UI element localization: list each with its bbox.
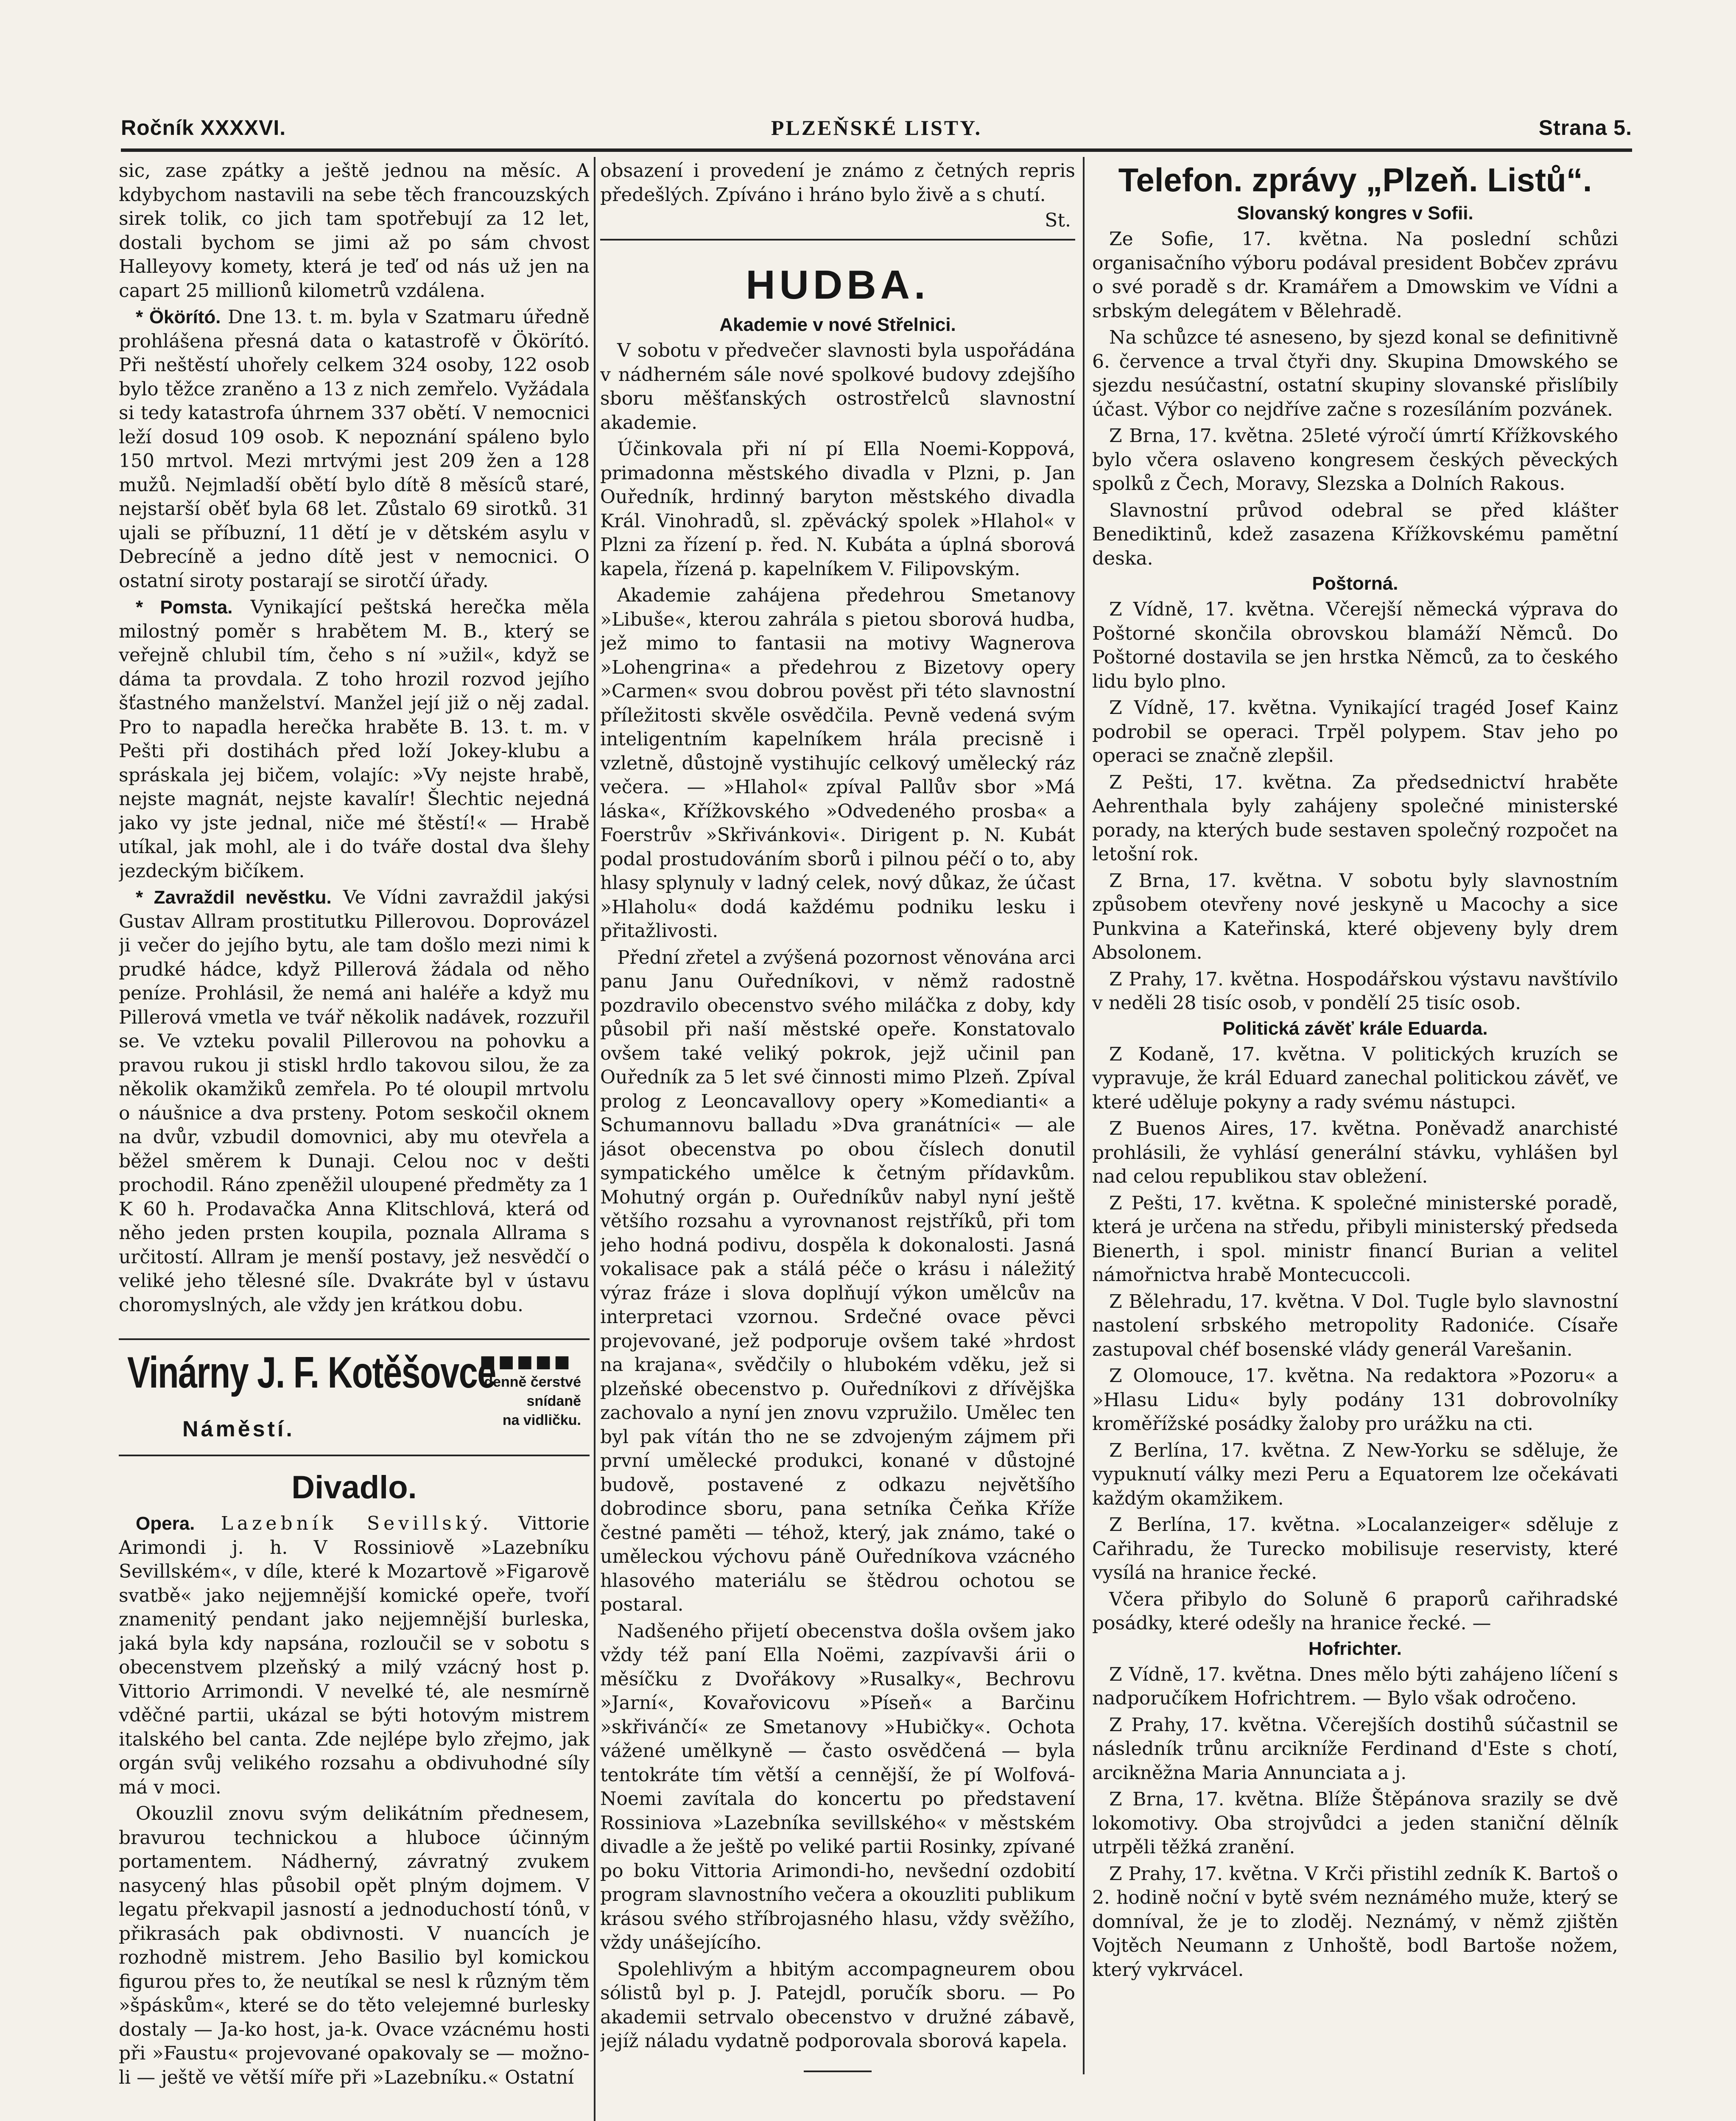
ad-decoration: ■■■■■ xyxy=(480,1352,573,1371)
telegram-item: Z Prahy, 17. května. V Krči přistihl zedník K. Bartoš o 2. hodině noční v bytě svém neznámého muže, který se domníval, že je to zloděj. Neznámý, v němž zjištěn Vojtěch Neumann z Unhoště, bodl Bartoše nožem, který vykrvácel. xyxy=(1092,1863,1618,1981)
telegram-item: Z Pešti, 17. května. K společné ministerské poradě, která je určena na středu, přibyli ministerský předseda Bienerth, i spol. ministr financí Burian a velitel námořnictva hrabě Montecuccoli. xyxy=(1092,1192,1618,1286)
ad-line: snídaně xyxy=(526,1393,581,1409)
telegram-item: Ze Sofie, 17. května. Na poslední schůzi organisačního výboru podával president Bobčev zprávu o své poradě s dr. Kramářem a Dmowskim ve Vídni a srbským delegátem v Bělehradě. xyxy=(1092,228,1618,322)
telegram-item: Z Vídně, 17. května. Vynikající tragéd Josef Kainz podrobil se operaci. Trpěl polypem. Stav jeho po operaci se značně zlepšil. xyxy=(1092,697,1618,767)
volume-number: Ročník XXXXVI. xyxy=(121,116,286,140)
opera-review-paragraph: Okouzlil znovu svým delikátním přednesem, bravurou technickou a hluboce účinným portamentem. Nádherný, závratný zvukem nasycený hlas působil opět plným dojmem. V legatu překvapil jasností a jednoduchostí tónů, v přikrasách pak obdivnosti. V nuancích je rozhodně mistrem. Jeho Basilio byl komickou figurou přes to, že neutíkal se nesl k různým těm »špáskům«, které se do těto velejemné burlesky dostaly — Ja-ko host, ja-k. Ovace vzácnému hosti při »Faustu« projevované opakovaly se — možno-li — ještě ve větší míře při »Lazebníku.« Ostatní xyxy=(119,1803,590,2088)
ad-title: Vinárny J. F. Kotěšovce xyxy=(127,1348,496,1397)
news-headline: * Pomsta. xyxy=(136,597,233,618)
telegram-item: Z Prahy, 17. května. Včerejších dostihů súčastnil se následník trůnu arcikníže Ferdinand d'Este s chotí, arcikněžna Maria Annunciata a j. xyxy=(1092,1714,1618,1784)
author-signature: St. xyxy=(1045,210,1071,231)
telegram-item: Z Bělehradu, 17. května. V Dol. Tugle bylo slavnostní nastolení srbského metropolity Radoniće. Císaře zastupoval chéf bosenské vlády generál Varešanin. xyxy=(1092,1290,1618,1360)
news-headline: * Ökörító. xyxy=(136,307,221,327)
opera-title: Lazebník Sevillský. xyxy=(221,1513,492,1534)
section-heading-telefon: Telefon. zprávy „Plzeň. Listů“. xyxy=(1118,161,1592,199)
telegram-item: Z Vídně, 17. května. Dnes mělo býti zahájeno líčení s nadporučíkem Hofrichtrem. — Bylo však odročeno. xyxy=(1092,1663,1618,1709)
page-header xyxy=(121,111,1632,149)
opera-review xyxy=(119,1512,590,1799)
telegram-item: Z Pešti, 17. května. Za předsednictví hraběte Aehrenthala byly zahájeny společné ministerské porady, na kterých bude sestaven společný rozpočet na letošní rok. xyxy=(1092,771,1618,865)
news-pomsta xyxy=(119,596,590,883)
intro-paragraph: sic, zase zpátky a ještě jednou na měsíc. A kdybychom nastavili na sebe těch francouzských sirek tolik, co jich tam spotřebují za 12 let, dostali bychom se jimi až po sám chvost Halleyovy komety, která je teď od nás už jen na capart 25 millionů kilometrů vzdálena. xyxy=(119,160,590,302)
news-subheading: Poštorná. xyxy=(1312,573,1398,594)
header-rule xyxy=(121,148,1632,152)
telegram-item: Včera přibylo do Soluně 6 praporů cařihradské posádky, které odešly na hranice řecké. — xyxy=(1092,1588,1618,1634)
telegram-item: Z Berlína, 17. května. Z New-Yorku se sděluje, že vypuknutí války mezi Peru a Equatorem lze očekávati každým okamžikem. xyxy=(1092,1439,1618,1509)
music-paragraph: Účinkovala při ní pí Ella Noemi-Koppová, primadonna městského divadla v Plzni, p. Jan Ouředník, hrdinný baryton městského divadla Král. Vinohradů, sl. zpěvácký spolek »Hlahol« v Plzni za řízení p. řed. N. Kubáta a úplná sborová kapela, řízená p. kapelníkem V. Filipovským. xyxy=(600,438,1075,580)
page-number: Strana 5. xyxy=(1538,116,1632,140)
music-paragraph: Nadšeného přijetí obecenstva došla ovšem jako vždy též paní Ella Noëmi, zazpívavši árii o měsíčku z Dvořákovy »Rusalky«, Bechrovu »Jarní«, Kovařovicovu »Píseň« a Barčinu »skřivánčí« ze Smetanovy »Hubičky«. Ochota vážené umělkyně — často osvědčená — byla tentokráte tím větší a cennější, že pí Wolfová-Noemi zavítala do koncertu po představení Rossiniova »Lazebníka sevillského« v městském divadle a že ještě po veliké partii Rosinky, zpívané po boku Vittoria Arimondi-ho, nevšední ozdobití program slavnostního večera a okouzliti publikum krásou svého stříbrojasného hlasu, vždy svěžího, vždy unášejícího. xyxy=(600,1620,1075,1953)
column-divider-1 xyxy=(594,157,595,2121)
news-body: Ve Vídni zavraždil jakýsi Gustav Allram prostitutku Pillerovou. Doprovázel ji večer do jejího bytu, ale tam došlo mezi nimi k prudké hádce, když Pillerová žádala od něho peníze. Prohlásil, že nemá ani haléře a když mu Pillerová vmetla ve tvář několik nadávek, rozzuřil se. Ve vzteku povalil Pillerovou na pohovku a pravou rukou ji stiskl hrdlo takovou silou, že za několik okamžiků zemřela. Po té oloupil mrtvolu o náušnice a dva prsteny. Potom seskočil oknem na dvůr, vzbudil domovnici, aby mu otevřela a běžel směrem k Dunaji. Celou noc v dešti prochodil. Ráno zpeněžil uloupené předměty za 1 K 60 h. Prodavačka Anna Klitschlová, která od něho jeden prsten koupila, poznala Allrama s určitostí. Allram je menší postavy, jež nesvědčí o veliké jeho tělesné síle. Dvakráte byl v ústavu choromyslných, ale vždy jen krátkou dobu. xyxy=(119,887,590,1316)
telegram-item: Slavnostní průvod odebral se před klášter Benediktinů, kdež zasazena Křížkovskému pamětní deska. xyxy=(1092,499,1618,569)
telegram-item: Z Brna, 17. května. Blíže Štěpánova srazily se dvě lokomotivy. Oba strojvůdci a jeden staniční dělník utrpěli těžká zranění. xyxy=(1092,1788,1618,1858)
telegram-item: Z Buenos Aires, 17. května. Poněvadž anarchisté prohlásili, že vyhlásí generální stávku, vyhlášen byl nad celou republikou stav obležení. xyxy=(1092,1118,1618,1187)
column-3 xyxy=(1092,159,1618,2121)
section-divider xyxy=(600,239,1075,241)
telegram-item: Z Kodaně, 17. května. V politických kruzích se vypravuje, že král Eduard zanechal politickou závěť, ve které uděluje pokyny a rady svému nástupci. xyxy=(1092,1043,1618,1113)
article-subheading: Akademie v nové Střelnici. xyxy=(719,314,956,335)
telegram-item: Z Brna, 17. května. 25leté výročí úmrtí Křížkovského bylo včera oslaveno kongresem českých pěveckých spolků z Čech, Moravy, Slezska a Dolních Rakous. xyxy=(1092,425,1618,495)
music-paragraph: V sobotu v předvečer slavnosti byla uspořádána v nádherném sále nové spolkové budovy zdejšího sboru měšťanských ostrostřelců slavnostní akademie. xyxy=(600,340,1075,434)
wine-bar-advertisement xyxy=(119,1338,590,1456)
telegram-item: Z Prahy, 17. května. Hospodářskou výstavu navštívilo v neděli 28 tisíc osob, v pondělí 25 tisíc osob. xyxy=(1092,968,1618,1014)
ad-location: Náměstí. xyxy=(182,1417,295,1441)
column-divider-2 xyxy=(1083,157,1085,2074)
news-subheading: Hofrichter. xyxy=(1308,1638,1402,1659)
continued-paragraph: obsazení i provedení je známo z četných repris předešlých. Zpíváno i hráno bylo živě a s chutí. xyxy=(600,160,1075,206)
news-subheading: Slovanský kongres v Sofii. xyxy=(1237,203,1473,224)
end-rule xyxy=(804,2071,872,2072)
column-2 xyxy=(600,159,1075,2121)
telegram-item: Z Olomouce, 17. května. Na redaktora »Pozoru« a »Hlasu Lidu« byly podány 131 dobrovolníky kroměřížské posádky žaloby pro urážku na cti. xyxy=(1092,1365,1618,1435)
newspaper-title: PLZEŇSKÉ LISTY. xyxy=(771,116,982,140)
news-body: Dne 13. t. m. byla v Szatmaru úředně prohlášena přesná data o katastrofě v Ökörító. Při neštěstí uhořely celkem 324 osoby, 122 osob bylo těžce zraněno a 13 z nich zemřelo. Vyžádala si tedy katastrofa úhrnem 337 obětí. V nemocnici leží dosud 109 osob. K nepoznání spáleno bylo 150 mrtvol. Mezi mrtvými jest 209 žen a 128 mužů. Nejmladší obětí bylo dítě 8 měsíců staré, nejstarší oběť byla 68 let. Zůstalo 69 sirotků. 31 ujali se příbuzní, 11 dětí je v dětském asylu v Debrecíně a jedno dítě jest v nemocnici. O ostatní siroty postarají se sirotčí úřady. xyxy=(119,306,590,592)
opera-label: Opera. xyxy=(136,1513,195,1534)
music-paragraph: Akademie zahájena předehrou Smetanovy »Libuše«, kterou zahrála s pietou sborová hudba, jež mimo to fantasii na motivy Wagnerova »Lohengrina« a předehrou z Bizetovy opery »Carmen« svou dobrou pověst při této slavnostní příležitosti skvěle osvědčila. Pevně vedená svým inteligentním kapelníkem hrála precisně i vzletně, důstojně vystihujíc celkový umělecký ráz večera. — »Hlahol« zpíval Pallův sbor »Má láska«, Křížkovského »Odvedeného prosba« a Foerstrův »Skřivánkovi«. Dirigent p. N. Kubát podal prostudováním sborů i pilnou péčí o to, aby hlasy splynuly v ladný celek, nový důkaz, že účast »Hlaholu« dodá každému podniku lesku i přitažlivosti. xyxy=(600,585,1075,942)
section-heading-divadlo: Divadlo. xyxy=(291,1469,417,1505)
news-body: Vynikající peštská herečka měla milostný poměr s hrabětem M. B., který se veřejně chlubil tím, čeho s ní »užil«, když se dáma ta provdala. Z toho hrozil rozvod jejího šťastného manželství. Manžel její již o něj zadal. Pro to napadla herečka hraběte B. 13. t. m. v Pešti při dostihách před loží Jokey-klubu a spráskala jej bičem, volajíc: »Vy nejste hrabě, nejste magnát, nejste kavalír! Šlechtic nejedná jako vy jste jednal, niče mé štěstí!« — Hrabě utíkal, jak mohl, ale i do tváře dostal dva šlehy jezdeckým bičíkem. xyxy=(119,596,590,882)
ad-line: denně čerstvé xyxy=(484,1374,581,1390)
news-headline: * Zavraždil nevěstku. xyxy=(136,887,332,908)
column-1 xyxy=(119,159,590,2121)
telegram-item: Z Vídně, 17. května. Včerejší německá výprava do Poštorné skončila obrovskou blamáží Němců. Do Poštorné dostavila se jen hrstka Němců, za to českého lidu bylo plno. xyxy=(1092,599,1618,692)
news-zavrazdil xyxy=(119,886,590,1317)
telegram-item: Na schůzce té asneseno, by sjezd konal se definitivně 6. července a trval čtyři dny. Skupina Dmowského se sjezdu nesúčastní, ostatní skupiny slovanské přislíbily účast. Výbor co nejdříve začne s rozesíláním pozvánek. xyxy=(1092,327,1618,420)
section-heading-hudba: HUDBA. xyxy=(746,262,930,308)
music-paragraph: Spolehlivým a hbitým accompagneurem obou sólistů byl p. J. Patejdl, poručík sboru. — Po akademii setrvalo obecenstvo v družné zábavě, jejíž náladu vydatně podporovala sborová kapela. xyxy=(600,1958,1075,2052)
telegram-item: Z Brna, 17. května. V sobotu byly slavnostním způsobem otevřeny nové jeskyně u Macochy a sice Punkvina a Kateřinská, které objeveny byly drem Absolonem. xyxy=(1092,870,1618,963)
news-okorito xyxy=(119,305,590,593)
opera-review-body: Vittorie Arimondi j. h. V Rossiniově »Lazebníku Sevillském«, v díle, které k Mozartově »Figarově svatbě« jako nejjemnější komické opeře, tvoří znamenitý pendant jako nejjemnější burleska, jaká byla kdy napsána, rozloučil se v sobotu s obecenstvem plzeňský a milý vzácný host p. Vittorio Arrimondi. V nevelké té, ale nesmírně vděčné partii, ukázal se býti hotovým mistrem italského bel canta. Zde nejlépe bylo zřejmo, jak orgán svůj velikého rozsahu a obdivuhodné síly má v moci. xyxy=(119,1513,590,1798)
ad-line: na vidličku. xyxy=(502,1412,581,1428)
telegram-item: Z Berlína, 17. května. »Localanzeiger« sděluje z Cařihradu, že Turecko mobilisuje reservisty, které vysílá na hranice řecké. xyxy=(1092,1514,1618,1584)
music-paragraph: Přední zřetel a zvýšená pozornost věnována arci panu Janu Ouředníkovi, v němž radostně pozdravilo obecenstvo svého miláčka z doby, kdy působil při naší městské opeře. Konstatovalo ovšem také veliký pokrok, jejž učinil pan Ouředník za 5 let své činnosti mimo Plzeň. Zpíval prolog z Leoncavallovy opery »Komedianti« a Schumannovu balladu »Dva granátníci« — ale jásot obecenstva po obou číslech donutil sympatického umělce k četným přídavkům. Mohutný orgán p. Ouředníkův nabyl nyní ještě většího rozsahu a vyrovnanost rejstříků, při tom jeho hodná podivu, dospěla k dokonalosti. Jasná vokalisace pak a stálá péče o krásu i náležitý výraz fráze i slova doplňují výkon umělcův na interpretaci vzornou. Srdečné ovace pěvci projevované, jež podporuje ovšem také »hrdost na krajana«, svědčily o hlubokém vděku, jež si plzeňské obecenstvo p. Ouředníkovi z dřívějška zachovalo a nyní jen znovu vzpružilo. Umělec ten byl pak vítán tho ne se zdvojeným zájmem při první umělecké produkci, konané v důstojné budově, postavené z odkazu největšího dobrodince sboru, pana setníka Čeňka Kříže čestné paměti — téhož, který, jak známo, také o uměleckou výchovu páně Ouředníkova vzácného hlasového materiálu se štědrou ochotou se postaral. xyxy=(600,946,1075,1615)
news-subheading: Politická závěť krále Eduarda. xyxy=(1222,1018,1488,1039)
